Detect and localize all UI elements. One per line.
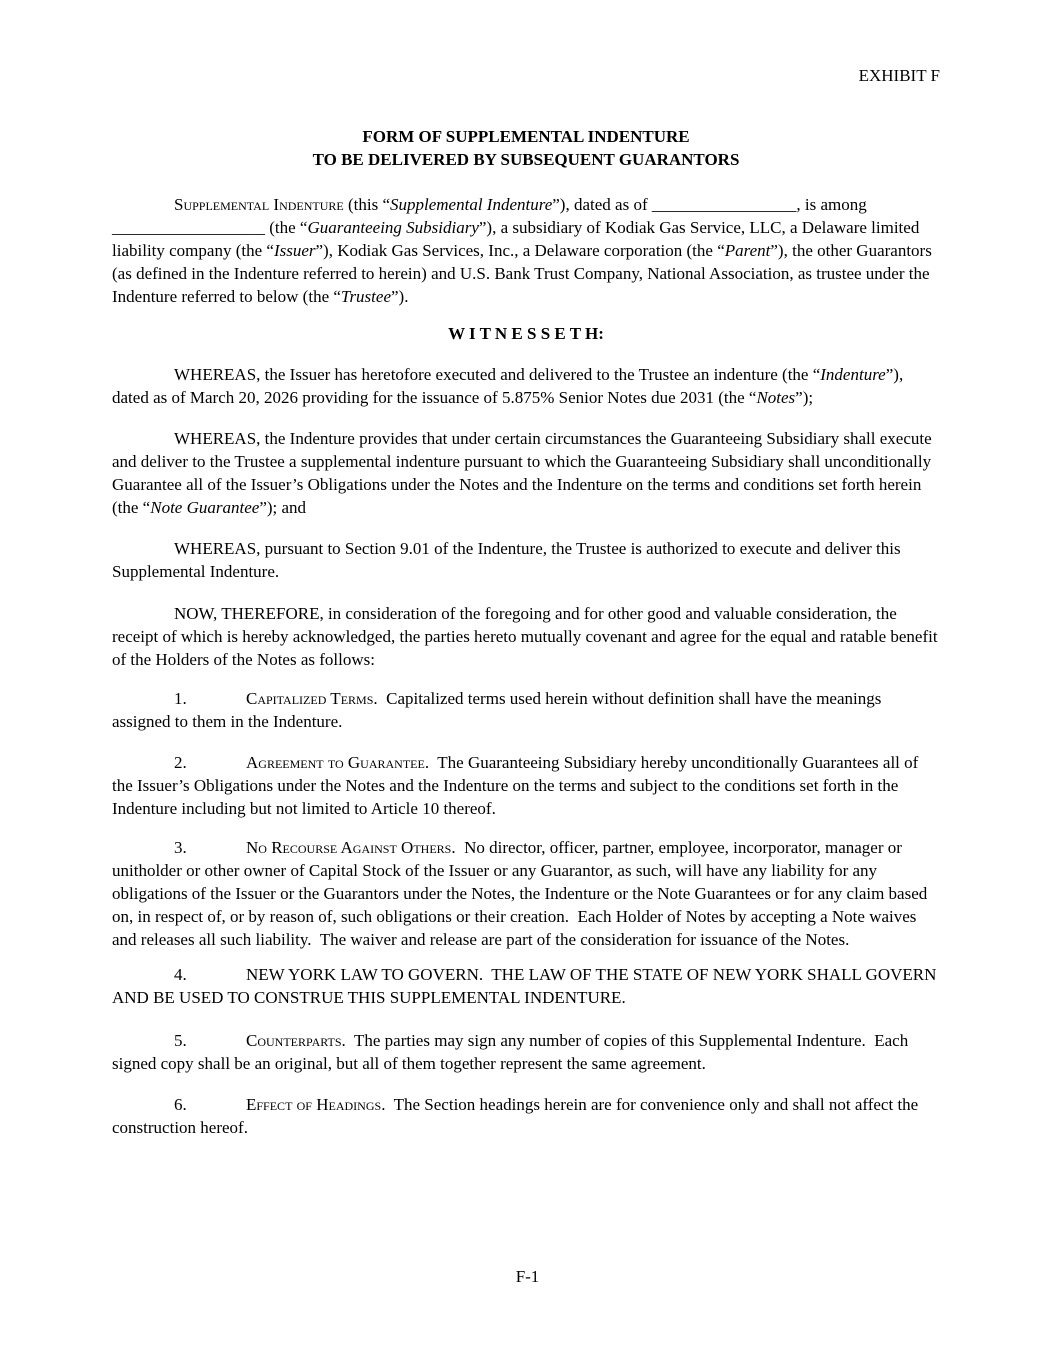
section-number: 6. xyxy=(174,1095,187,1114)
section-number: 4. xyxy=(174,965,187,984)
document-title-line-2: TO BE DELIVERED BY SUBSEQUENT GUARANTORS xyxy=(312,150,740,169)
section-body: Agreement to Guarantee. The Guaranteeing Subsidiary hereby unconditionally Guarantees all of the Issuer’s Obligations under the Notes and the Indenture on the terms and subject to the conditions set forth in the Indenture including but not limited to Article 10 thereof. xyxy=(112,753,923,818)
section-item-2 xyxy=(112,751,940,820)
section-number: 1. xyxy=(174,689,187,708)
witnesseth-heading: W I T N E S S E T H: xyxy=(448,324,604,343)
whereas-recital-2: WHEREAS, the Indenture provides that under certain circumstances the Guaranteeing Subsidiary shall execute and deliver to the Trustee a supplemental indenture pursuant to which the Guaranteeing Subsidiary shall unconditionally Guarantee all of the Issuer’s Obligations under the Notes and the Indenture on the terms and conditions set forth herein (the “Note Guarantee”); and xyxy=(112,429,936,517)
document-title-line-1: FORM OF SUPPLEMENTAL INDENTURE xyxy=(362,127,690,146)
section-body: No Recourse Against Others. No director, officer, partner, employee, incorporator, manager or unitholder or other owner of Capital Stock of the Issuer or any Guarantor, as such, will have any liability for any obligations of the Issuer or the Guarantors under the Notes, the Indenture or the Note Guarantees or for any claim based on, in respect of, or by reason of, such obligations or their creation. Each Holder of Notes by accepting a Note waives and releases all such liability. The waiver and release are part of the consideration for issuance of the Notes. xyxy=(112,838,932,949)
section-number: 3. xyxy=(174,838,187,857)
section-body: NEW YORK LAW TO GOVERN. THE LAW OF THE STATE OF NEW YORK SHALL GOVERN AND BE USED TO CONSTRUE THIS SUPPLEMENTAL INDENTURE. xyxy=(112,965,940,1007)
section-number: 5. xyxy=(174,1031,187,1050)
section-item-4 xyxy=(112,963,940,1009)
section-body: Counterparts. The parties may sign any number of copies of this Supplemental Indenture. Each signed copy shall be an original, but all of them together represent the same agreement. xyxy=(112,1031,913,1073)
exhibit-label: EXHIBIT F xyxy=(858,66,940,85)
section-item-1 xyxy=(112,687,940,733)
section-number: 2. xyxy=(174,753,187,772)
now-therefore-paragraph: NOW, THEREFORE, in consideration of the foregoing and for other good and valuable consideration, the receipt of which is hereby acknowledged, the parties hereto mutually covenant and agree for the equal and ratable benefit of the Holders of the Notes as follows: xyxy=(112,604,942,669)
section-item-5 xyxy=(112,1029,940,1075)
page-number: F-1 xyxy=(515,1267,540,1286)
section-item-6 xyxy=(112,1093,940,1139)
document-title xyxy=(112,125,940,171)
section-item-3 xyxy=(112,836,940,951)
intro-paragraph: Supplemental Indenture (this “Supplemental Indenture”), dated as of _________________, is among __________________ (the “Guaranteeing Subsidiary”), a subsidiary of Kodiak Gas Service, LLC, a Delaware limited liability company (the “Issuer”), Kodiak Gas Services, Inc., a Delaware corporation (the “Parent”), the other Guarantors (as defined in the Indenture referred to herein) and U.S. Bank Trust Company, National Association, as trustee under the Indenture referred to below (the “Trustee”). xyxy=(112,195,937,306)
whereas-recital-3: WHEREAS, pursuant to Section 9.01 of the Indenture, the Trustee is authorized to execute and deliver this Supplemental Indenture. xyxy=(112,539,905,581)
whereas-recital-1: WHEREAS, the Issuer has heretofore executed and delivered to the Trustee an indenture (the “Indenture”), dated as of March 20, 2026 providing for the issuance of 5.875% Senior Notes due 2031 (the “Notes”); xyxy=(112,365,908,407)
section-body: Capitalized Terms. Capitalized terms used herein without definition shall have the meanings assigned to them in the Indenture. xyxy=(112,689,886,731)
section-body: Effect of Headings. The Section headings herein are for convenience only and shall not affect the construction hereof. xyxy=(112,1095,923,1137)
